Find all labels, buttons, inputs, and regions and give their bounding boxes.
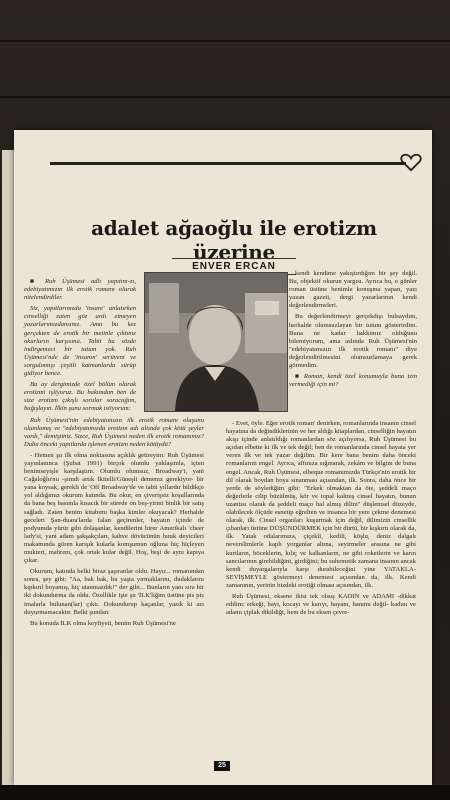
intro-block [24, 278, 136, 414]
body-paragraph: Okurum, katında belki biraz şaşıranlar oldu. Hayır... romanından sonra, şey gibi: "Aa, bak bak, bu yaşta yırmaklarını, dudaklarını kıpkırıl boyamış, hiç utanmazdık!" der gibi... Bunların yanı sıra bir iki dokundurma da oldu. Özellikle işte şu 'İLK'liğim üstüne pis pis imalarla bulunan(lar) çıktı. Dokundurup kaçanlar, yazık ki azı duyurmamacaktır. Belki şundan: [24, 568, 204, 616]
lower-right-column [226, 420, 416, 755]
body-paragraph: Ruh Üşümesi, eksene ikisi tek olsuş KADIN ve ADAMI -dikkat edilim: erkeği, bayı, kocayı ve karıyı, bayanı, hanımı değil- kadını ve adamı çiplak dikildiği, hem de bu eksen çevre- [226, 592, 416, 617]
intro-paragraph: Siz, yapıtlarınızda 'insanı' anlatırken cinselliği zaten göz ardı etmeyen yazarlarımızdansınız. Ama bu kez gerçekten de erotik bir metinle çıktınız okurların karşısına. Tabii bu sözde indirgemeci bir tutum yok. Ruh Üşümesi'nde de 'insanın' serüveni ve sorgulamışı çeşitli katmanlarda sürüp gidiyor bence. [24, 305, 136, 378]
header-rule [50, 162, 406, 165]
body-paragraph: kendi kendime yakıştırdığım bir şey değil. Bu, objektif okurun yargısı. Ayrıca bu, o günler roman üstüne benimle konuşma yapan, yazı yazan gazeti, dergi yazarlarının kendi değerlendirmeleri. [289, 270, 417, 310]
page-number: 25 [214, 761, 230, 771]
body-paragraph: - Hemen şu ilk olma noktasına açıklık getireyim: Ruh Üşümesi yayınlanınca (Şubat 1991) birçok olumlu yaklaşımla, içten benimseyişle karşılaştım. Olumlu olumsuz, Broadway'i, yani Cağaloğlu'nu -şimdi artık İkitelli/Güneşli demenız gerekiyor- bir yana koysak, gerekli de 'Off Broadway'de ve tabii yıllardır bildikçe yol aldığımız okurum katında. Bu okur, en çiverişsiz koşullarında da bana beş basımla kısacık bir sürede on beş-yirmi binlik bir satış sağladı. Zaten benim kitabımı başka kimler okuyacak? Herhalde geceleri Şan-duara'larda falan geçirenler, hayatın içinde de podyumda yürür gibi dolaşanlar, kendilerini birer Amerikalı 'cheer lady'si, yani adam şakşakçıları, kahve dövücünün hınık deyicileri makamında gören karışık kularla komşumun oğluna hiç hiçleyen mukteri, mahrem, çok ortak kular değil. Hoş, beşi de aynı kapıya çıkar. [24, 451, 204, 565]
question-paragraph: ■ Roman, kendi özel konumuyla buna izin vermediği için mi? [289, 373, 417, 389]
article-title: adalet ağaoğlu ile erotizm üzerine [91, 216, 377, 264]
body-paragraph: - Evet, öyle. Eğer erotik roman' denirken, romanlarında insanın cinsel hayatına da değindiklerinin ve her aldığı kitaplardan, cinselliğin hayatın akışı içinde anlatıldığı romanlardan söz açılıyorsa, Ruh Üşümesi bu açıdan elbette ki ilk ve tek değil; ben de romanlarında cinsel hayata yer veren ilk ve tek yazar değilim. Bir kere bana benim daha önceki romanlarım engel. Ayrıca, affınıza sığınarak, zekâm ve bilgim de buna engel. Ancak, Ruh Üşümesi, elbeque romanımızda Türkçe'nin erotik bir dil olarak boydan boya sınanması açısından, ilk. Sonra, daha önce bir yerde de söylediğim gibi: "Erkek olmaktan da öte, şeddeli maço değerlerle cilip büzülmüş, kör ve topal kalmış cinsel hayatın, bunun uzantısı olarak da şeddeli maço hal almış dilini" düşlemsel düzeyde, olabilecek ölçüde esnetip eğrelten ve insanca bir yere çekme denemesi olarak, ilk. Cinsel organları kuşurmak için değil, dilimizin cinsellik çıbanları üstüne DÜŞÜNDÜRMEK için bir dürtü, bir kışkırtı olarak da, ilk. Yatak odalarımıza, çiçekli, kedili, köşlu, deniz dalgalı neverslimlerle kaplı yorganlar altına, seyirmeler arasına ne gibi kurtların, böceklerin, kılıç ve kalkanların, ne gibi roketlerin ve karın sancılarının girebildiğini, girdiğini; bu suhemetik zamana insanın ancak kendi duyargalarıyla karşı durabileceğini yine YATAKLA-SEVİŞMEYLE göstermeyi denemesi açısından da, ilk. Kendi zamanının, yerinin bizdeki erotiği olması açısından, ilk. [226, 420, 416, 589]
article-author: ENVER ERCAN [172, 258, 296, 275]
table-plank-line [0, 40, 450, 42]
intro-paragraph: ■ Ruh Üşümesi adlı yapıtını-zı, edebiyatımızın ilk erotik romanı olarak nitelendirdiler. [24, 278, 136, 302]
heart-icon [400, 152, 422, 172]
intro-paragraph: Bu ay dergimizde özel bölüm olarak erotizmi işliyoruz. Bu bakımdan ben de size erotizm çıkışlı sorular soracağım, bağışlayın. İlkin şunu sormak istiyorum: [24, 381, 136, 413]
table-shadow [0, 785, 450, 800]
body-paragraph: Bu değerlendirmeyi gerçekdışı bulsaydım, herhalde olumsuzlayan bir tutum gösterirdim. Buna ne kadar hakkımız olduğunu bilemiyorum, ama aslında Ruh Üşümesi'nin "edebiyatımızın ilk erotik romanı" diye değerlendirilmesini olumsuzlamaya gerek görmedim. [289, 313, 417, 370]
table-plank-line [0, 96, 450, 98]
question-paragraph: Ruh Üşümesi'nin edebiyatımızın ilk erotik romanı oluşunu olumlamış ve "edebiyatımızda erotizm adı altında çok kötü şeyler vardı," demiştiniz. Sizce, Ruh Üşümesi neden ilk erotik romanımız? Daba önceki yapıtlarda işlenen erotizm neden kötüydü? [24, 416, 204, 448]
left-column [24, 278, 204, 673]
body-paragraph: Bu konuda İLK olma keyfiyeti, benim Ruh Üşümesi'ne [30, 619, 176, 627]
magazine-page [14, 130, 432, 785]
